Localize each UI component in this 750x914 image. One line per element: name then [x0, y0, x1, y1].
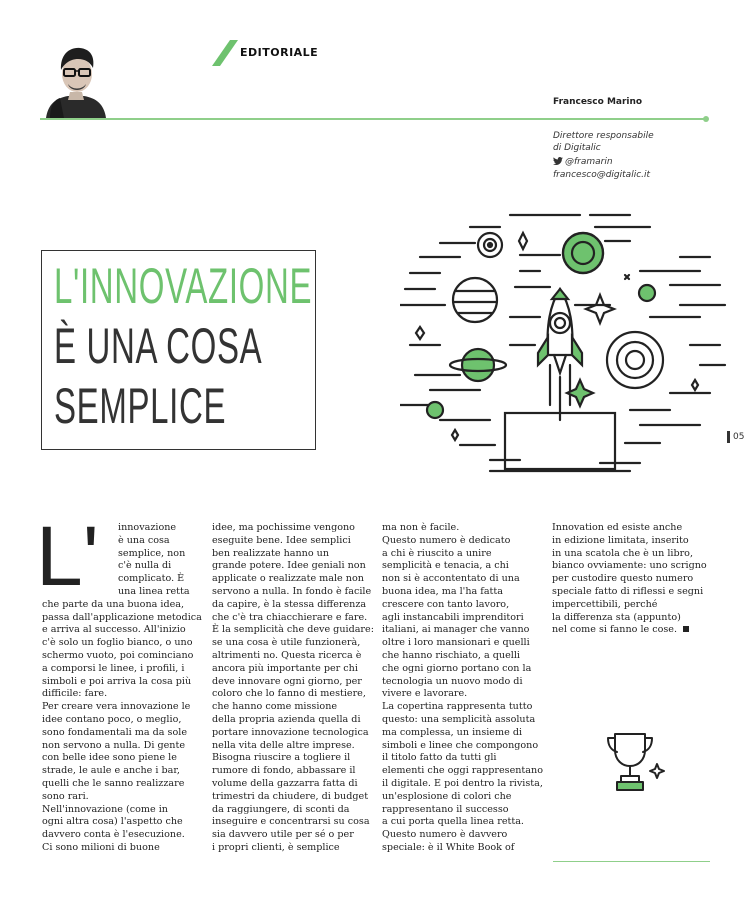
text-line: Per creare vera innovazione le	[42, 701, 191, 713]
twitter-handle: @framarin	[565, 157, 613, 167]
title-line-3: SEMPLICE	[54, 378, 227, 434]
text-line: semplicità e tenacia, a chi	[382, 560, 509, 572]
text-line: e arriva al successo. All'inizio	[42, 624, 186, 636]
text-line: il digitale. E poi dentro la rivista,	[382, 777, 543, 789]
text-line: italiani, ai manager che vanno	[382, 624, 530, 636]
text-line: nel come si fanno le cose.	[552, 624, 707, 637]
text-line: con belle idee sono piene le	[42, 752, 177, 764]
text-line: vivere e lavorare.	[382, 688, 468, 700]
text-line: difficile: fare.	[42, 688, 108, 700]
text-line: che parte da una buona idea,	[42, 598, 185, 610]
text-line: agli instancabili imprenditori	[382, 611, 524, 623]
text-line: davvero conta è l'esecuzione.	[42, 829, 185, 841]
text-line: tecnologia un nuovo modo di	[382, 675, 523, 687]
author-name: Francesco Marino	[553, 97, 643, 107]
text-line: semplice, non	[118, 547, 186, 559]
text-line: trimestri da chiudere, di budget	[212, 790, 369, 802]
text-line: c'è nulla di	[118, 560, 172, 572]
text-line: in edizione limitata, inserito	[552, 534, 689, 546]
text-line: speciale: è il White Book of	[382, 841, 515, 853]
text-line: i propri clienti, è semplice	[212, 841, 340, 853]
text-line: a comporsi le linee, i profili, i	[42, 662, 185, 674]
text-line: eseguite bene. Idee semplici	[212, 534, 351, 546]
text-line: a chi è riuscito a unire	[382, 547, 492, 559]
text-line: ben realizzate hanno un	[212, 547, 330, 559]
text-line: non si è accontentato di una	[382, 573, 520, 585]
end-of-article-mark	[683, 626, 689, 632]
author-portrait	[40, 42, 112, 118]
text-line: quelli che le sanno realizzare	[42, 777, 185, 789]
text-line: ancora più importante per chi	[212, 662, 358, 674]
text-line: coloro che lo fanno di mestiere,	[212, 688, 366, 700]
text-line: Bisogna riuscire a togliere il	[212, 752, 351, 764]
trophy-icon	[605, 730, 669, 796]
text-line: deve innovare ogni giorno, per	[212, 675, 362, 687]
text-line: innovazione	[118, 522, 177, 533]
article-column-1	[42, 522, 202, 855]
text-line: La copertina rappresenta tutto	[382, 701, 533, 713]
rocket-launch-illustration	[400, 205, 730, 480]
article-column-4	[552, 522, 707, 637]
page-number: 05	[733, 432, 745, 442]
text-line: sono rari.	[42, 790, 89, 802]
text-line: grande potere. Idee geniali non	[212, 560, 366, 572]
title-box	[41, 250, 316, 450]
title-line-1: L'INNOVAZIONE	[54, 258, 313, 314]
article-column-2	[212, 522, 374, 855]
text-line: una linea retta	[118, 585, 190, 597]
text-line: Nell'innovazione (come in	[42, 803, 168, 815]
text-line: applicate o realizzate male non	[212, 573, 364, 585]
text-line: rumore di fondo, abbassare il	[212, 765, 356, 777]
text-line: che hanno come missione	[212, 701, 338, 713]
text-line: non servono a nulla. Di gente	[42, 739, 185, 751]
section-label: EDITORIALE	[240, 46, 319, 59]
footer-rule	[553, 861, 710, 862]
text-line: la differenza sta (appunto)	[552, 611, 681, 623]
text-line: se una cosa è utile funzionerà,	[212, 637, 361, 649]
text-line: questo: una semplicità assoluta	[382, 713, 536, 725]
author-role-line1: Direttore responsabile	[553, 131, 654, 141]
text-line: rappresentano il successo	[382, 803, 509, 815]
text-line: crescere con tanto lavoro,	[382, 598, 510, 610]
text-line: c'è solo un foglio bianco, o uno	[42, 637, 193, 649]
text-line: inseguire e concentrarsi su cosa	[212, 816, 370, 828]
text-line: sia davvero utile per sé o per	[212, 829, 354, 841]
text-line: complicato. È	[118, 573, 185, 585]
text-line: da capire, è la stessa differenza	[212, 598, 367, 610]
text-line: servono a nulla. In fondo è facile	[212, 585, 372, 597]
text-line: Questo numero è davvero	[382, 829, 508, 841]
text-line: è una cosa	[118, 534, 170, 546]
text-line: per custodire questo numero	[552, 573, 694, 585]
text-line: simboli e linee che compongono	[382, 739, 539, 751]
text-line: il titolo fatto da tutti gli	[382, 752, 497, 764]
text-line: elementi che oggi rappresentano	[382, 765, 543, 777]
text-line: Innovation ed esiste anche	[552, 522, 683, 533]
text-line: strade, le aule e anche i bar,	[42, 765, 180, 777]
text-line: ma non è facile.	[382, 522, 460, 533]
text-line: bianco ovviamente: uno scrigno	[552, 560, 707, 572]
header-rule-dot	[703, 116, 709, 122]
page-number-bar	[727, 431, 730, 443]
article-column-3	[382, 522, 543, 855]
text-line: Questo numero è dedicato	[382, 534, 511, 546]
sparkle-icon	[650, 764, 664, 778]
author-role-line2: di Digitalic	[553, 143, 601, 153]
text-line: idee, ma pochissime vengono	[212, 522, 355, 533]
text-line: passa dall'applicazione metodica	[42, 611, 202, 623]
text-line: portare innovazione tecnologica	[212, 726, 369, 738]
text-line: altrimenti no. Questa ricerca è	[212, 649, 362, 661]
text-line: sono fondamentali ma da sole	[42, 726, 188, 738]
text-line: speciale fatto di riflessi e segni	[552, 585, 704, 597]
text-line: Ci sono milioni di buone	[42, 841, 160, 853]
text-line: ma complessa, un insieme di	[382, 726, 523, 738]
author-email[interactable]: francesco@digitalic.it	[553, 170, 651, 180]
text-line: nella vita delle altre imprese.	[212, 739, 355, 751]
text-line: schermo vuoto, poi cominciano	[42, 649, 194, 661]
text-line: in una scatola che è un libro,	[552, 547, 694, 559]
text-line: idee contano poco, o meglio,	[42, 713, 182, 725]
section-slash-mark	[212, 40, 238, 66]
title-line-2: È UNA COSA	[54, 318, 263, 374]
drop-cap: L'	[36, 509, 99, 603]
text-line: che ogni giorno portano con la	[382, 662, 532, 674]
text-line: che hanno rischiato, a quelli	[382, 649, 520, 661]
text-line: volume della gazzarra fatta di	[212, 777, 358, 789]
twitter-bird-icon	[553, 157, 563, 165]
text-line: a cui porta quella linea retta.	[382, 816, 524, 828]
text-line: simboli e poi arriva la cosa più	[42, 675, 192, 687]
text-line: oltre i loro mansionari e quelli	[382, 637, 530, 649]
text-line: che c'è tra chiacchierare e fare.	[212, 611, 368, 623]
text-line: ogni altra cosa) l'aspetto che	[42, 816, 183, 828]
text-line: da raggiungere, di sconti da	[212, 803, 350, 815]
text-line: impercettibili, perché	[552, 598, 658, 610]
text-line: È la semplicità che deve guidare:	[212, 624, 374, 636]
text-line: un'esplosione di colori che	[382, 790, 512, 802]
text-line: buona idea, ma l'ha fatta	[382, 585, 503, 597]
author-twitter[interactable]	[553, 157, 613, 167]
text-line: della propria azienda quella di	[212, 713, 361, 725]
header-rule	[40, 118, 705, 120]
